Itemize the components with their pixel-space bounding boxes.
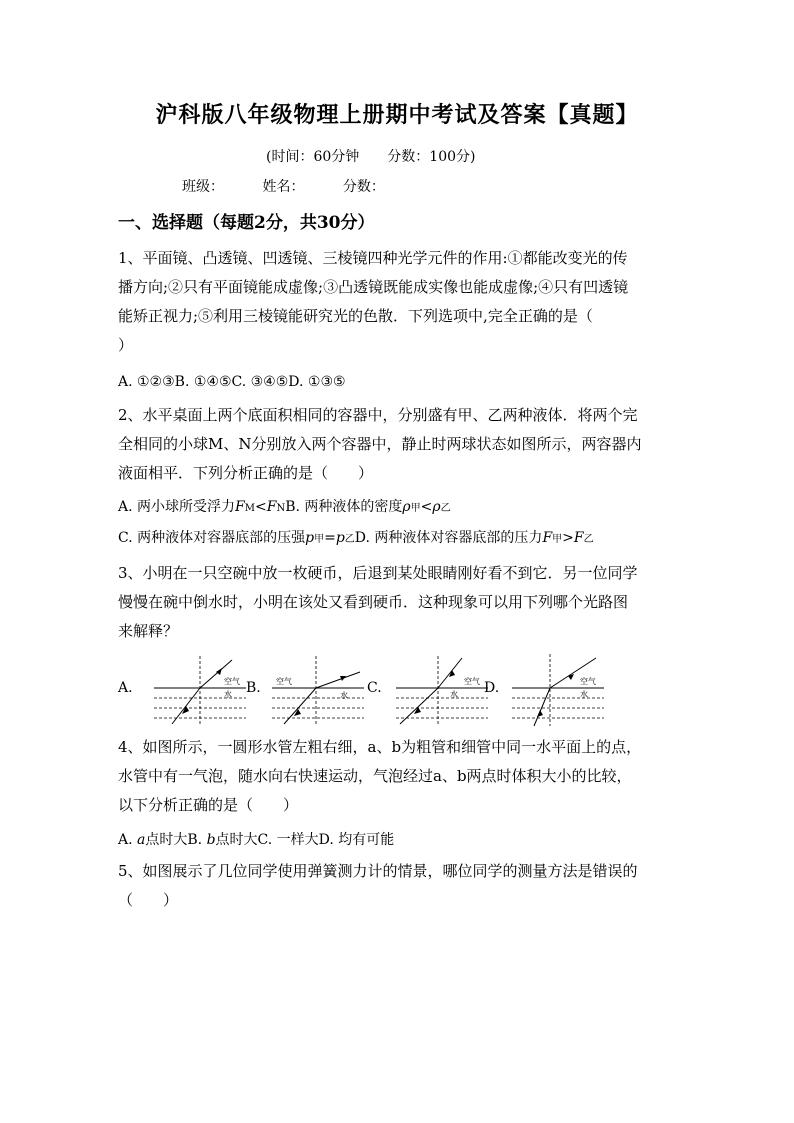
q2-options-ab: A. 两小球所受浮力FM<FNB. 两种液体的密度ρ甲<ρ乙 xyxy=(118,499,451,515)
q1-options: A. ①②③B. ①④⑤C. ③④⑤D. ①③⑤ xyxy=(118,374,346,390)
q4-option-c: C. 一样大 xyxy=(257,832,319,848)
q2-option-d: D. 两种液体对容器底部的压力 xyxy=(354,530,543,546)
section-heading: 一、选择题（每题2分，共30分） xyxy=(118,213,375,233)
q2-option-a: A. 两小球所受浮力 xyxy=(118,499,236,515)
q4-option-b: 点时大 xyxy=(215,832,258,848)
student-info xyxy=(182,176,419,196)
q3-diagram-a xyxy=(152,654,248,728)
exam-time: (时间：60分钟 xyxy=(266,149,360,165)
q3-figure-row xyxy=(118,652,678,728)
q1-line: 1、平面镜、凸透镜、凹透镜、三棱镜四种光学元件的作用:①都能改变光的传 xyxy=(118,249,628,267)
q3-line: 慢慢在碗中倒水时，小明在该处又看到硬币．这种现象可以用下列哪个光路图 xyxy=(118,593,629,611)
q3-label-c: C. xyxy=(367,680,382,696)
question-4 xyxy=(118,733,678,820)
question-2 xyxy=(118,401,678,488)
q3-line: 来解释？ xyxy=(118,622,179,640)
exam-total-score: 分数：100分) xyxy=(387,149,476,165)
q4-line: 以下分析正确的是（ ） xyxy=(118,796,299,814)
q5-line: （ ） xyxy=(118,891,179,909)
q3-diagram-c xyxy=(394,654,490,728)
air-label: 空气 xyxy=(464,677,480,686)
q3-label-b: B. xyxy=(246,680,261,696)
water-label: 水 xyxy=(580,690,588,699)
water-label: 水 xyxy=(450,690,458,699)
q4-line: 水管中有一气泡，随水向右快速运动，气泡经过a、b两点时体积大小的比较， xyxy=(118,767,632,785)
q1-line: 能矫正视力;⑤利用三棱镜能研究光的色散．下列选项中,完全正确的是（ xyxy=(118,307,593,325)
q3-diagram-b xyxy=(270,654,366,728)
q3-line: 3、小明在一只空碗中放一枚硬币，后退到某处眼睛刚好看不到它．另一位同学 xyxy=(118,564,638,582)
score-label: 分数： xyxy=(342,179,385,195)
q2-options-cd: C. 两种液体对容器底部的压强p甲=p乙D. 两种液体对容器底部的压力F甲>F乙 xyxy=(118,530,594,546)
exam-meta xyxy=(266,146,503,166)
q4-line: 4、如图所示，一圆形水管左粗右细，a、b为粗管和细管中同一水平面上的点， xyxy=(118,738,642,756)
question-3 xyxy=(118,559,678,646)
air-label: 空气 xyxy=(224,677,240,686)
air-label: 空气 xyxy=(580,677,596,686)
q2-line: 2、水平桌面上两个底面积相同的容器中，分别盛有甲、乙两种液体．将两个完 xyxy=(118,406,638,424)
water-label: 水 xyxy=(224,690,232,699)
q4-option-d: D. 均有可能 xyxy=(318,832,395,848)
class-label: 班级： xyxy=(182,179,224,195)
q2-line: 全相同的小球M、N分别放入两个容器中，静止时两球状态如图所示，两容器内 xyxy=(118,435,642,453)
q2-option-c: C. 两种液体对容器底部的压强 xyxy=(118,530,306,546)
q5-line: 5、如图展示了几位同学使用弹簧测力计的情景，哪位同学的测量方法是错误的 xyxy=(118,862,638,880)
page-title: 沪科版八年级物理上册期中考试及答案【真题】 xyxy=(155,102,639,128)
q1-line: 播方向;②只有平面镜能成虚像;③凸透镜既能成实像也能成虚像;④只有凹透镜 xyxy=(118,278,629,296)
q2-option-b: B. 两种液体的密度 xyxy=(285,499,403,515)
name-label: 姓名： xyxy=(262,179,305,195)
q1-line: ） xyxy=(118,336,134,354)
water-label: 水 xyxy=(340,691,348,700)
question-1 xyxy=(118,244,678,360)
q4-option-a: 点时大 xyxy=(145,832,188,848)
q3-label-a: A. xyxy=(118,680,133,696)
q3-diagram-d xyxy=(510,652,606,728)
q4-options: A. a点时大B. b点时大C. 一样大D. 均有可能 xyxy=(118,832,395,848)
q3-label-d: D. xyxy=(484,680,500,696)
q2-line: 液面相平．下列分析正确的是（ ） xyxy=(118,464,374,482)
question-5 xyxy=(118,857,678,915)
air-label: 空气 xyxy=(276,677,292,686)
